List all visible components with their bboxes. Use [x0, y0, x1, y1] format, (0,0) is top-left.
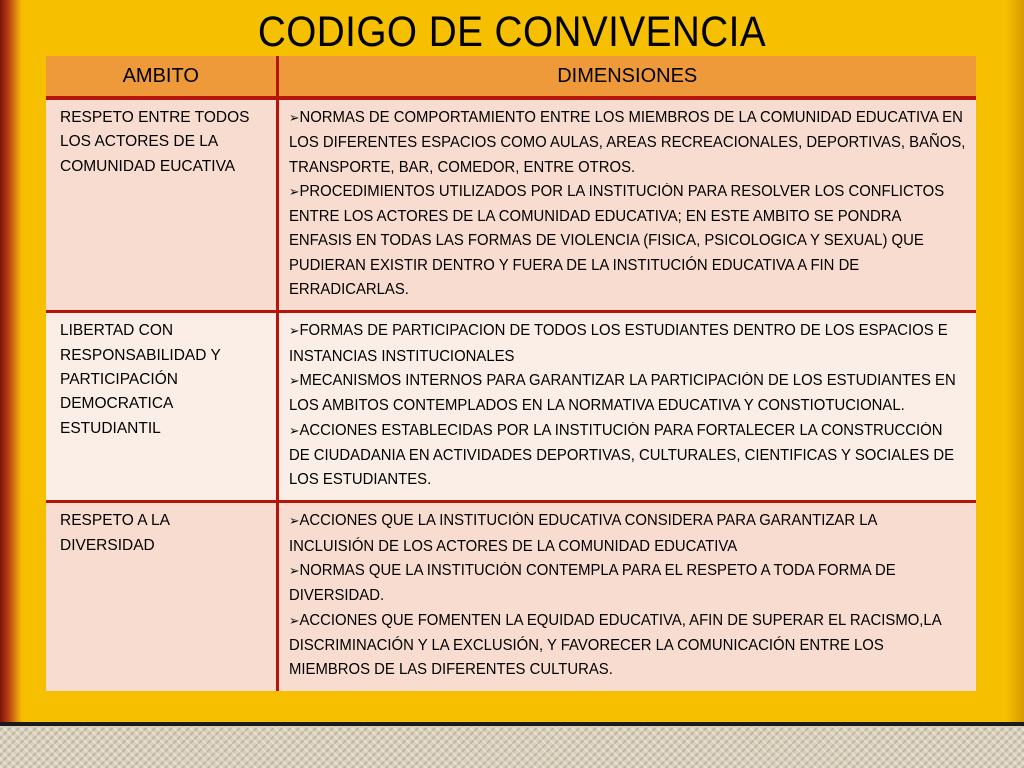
- dimensiones-cell: [277, 502, 976, 691]
- list-item: [289, 106, 965, 180]
- list-item-text: FORMAS DE PARTICIPACION DE TODOS LOS ESTUDIANTES DENTRO DE LOS ESPACIOS E INSTANCIAS INSTITUCIONALES: [288, 322, 948, 365]
- list-item-text: ACCIONES QUE FOMENTEN LA EQUIDAD EDUCATIVA, AFIN DE SUPERAR EL RACISMO,LA DISCRIMINACIÓN Y LA EXCLUSIÓN, Y FAVORECER LA COMUNICACIÓN ENTRE LOS MIEMBROS DE LAS DIFERENTES CULTURAS.: [288, 611, 941, 679]
- arrow-bullet-icon: ➢: [288, 324, 299, 340]
- bottom-decorative-band: [0, 722, 1024, 768]
- list-item: [289, 609, 965, 683]
- list-item-text: NORMAS QUE LA INSTITUCIÓN CONTEMPLA PARA EL RESPETO A TODA FORMA DE DIVERSIDAD.: [288, 562, 896, 605]
- arrow-bullet-icon: ➢: [288, 514, 299, 530]
- list-item: [289, 509, 965, 559]
- list-item: [289, 559, 965, 609]
- list-item: [289, 319, 965, 369]
- table-header-row: [46, 56, 976, 98]
- table-row: [46, 502, 976, 691]
- slide-title: CODIGO DE CONVIVENCIA: [257, 8, 767, 56]
- dimensiones-cell: [277, 312, 976, 502]
- ambito-cell: RESPETO A LA DIVERSIDAD: [46, 502, 277, 691]
- convivencia-table: [46, 56, 976, 691]
- list-item-text: PROCEDIMIENTOS UTILIZADOS POR LA INSTITUCIÓN PARA RESOLVER LOS CONFLICTOS ENTRE LOS ACTORES DE LA COMUNIDAD EDUCATIVA; EN ESTE AMBITO SE PONDRA ENFASIS EN TODAS LAS FORMAS DE VIOLENCIA (FISICA, PSICOLOGICA Y SEXUAL) QUE PUDIERAN EXISTIR DENTRO Y FUERA DE LA INSTITUCIÓN EDUCATIVA A FIN DE ERRADICARLAS.: [288, 182, 944, 299]
- dimensiones-cell: [277, 98, 976, 312]
- list-item: [289, 180, 965, 302]
- list-item-text: ACCIONES ESTABLECIDAS POR LA INSTITUCIÓN PARA FORTALECER LA CONSTRUCCIÓN DE CIUDADANIA EN ACTIVIDADES DEPORTIVAS, CULTURALES, CIENTIFICAS Y SOCIALES DE LOS ESTUDIANTES.: [288, 421, 954, 489]
- arrow-bullet-icon: ➢: [288, 184, 299, 200]
- list-item: [289, 369, 965, 419]
- list-item-text: MECANISMOS INTERNOS PARA GARANTIZAR LA PARTICIPACIÓN DE LOS ESTUDIANTES EN LOS AMBITOS CONTEMPLADOS EN LA NORMATIVA EDUCATIVA Y CONSTIOTUCIONAL.: [288, 371, 956, 415]
- arrow-bullet-icon: ➢: [288, 423, 299, 439]
- arrow-bullet-icon: ➢: [288, 613, 299, 629]
- list-item: [289, 419, 965, 493]
- ambito-cell: LIBERTAD CON RESPONSABILIDAD Y PARTICIPACIÓN DEMOCRATICA ESTUDIANTIL: [46, 312, 277, 502]
- list-item-text: NORMAS DE COMPORTAMIENTO ENTRE LOS MIEMBROS DE LA COMUNIDAD EDUCATIVA EN LOS DIFERENTES ESPACIOS COMO AULAS, AREAS RECREACIONALES, DEPORTIVAS, BAÑOS, TRANSPORTE, BAR, COMEDOR, ENTRE OTROS.: [288, 109, 965, 176]
- table-row: [46, 98, 976, 312]
- header-ambito: AMBITO: [46, 56, 277, 98]
- table-row: [46, 312, 976, 502]
- arrow-bullet-icon: ➢: [288, 111, 299, 126]
- list-item-text: ACCIONES QUE LA INSTITUCIÓN EDUCATIVA CONSIDERA PARA GARANTIZAR LA INCLUISIÓN DE LOS ACTORES DE LA COMUNIDAD EDUCATIVA: [288, 512, 877, 555]
- arrow-bullet-icon: ➢: [288, 373, 299, 389]
- arrow-bullet-icon: ➢: [288, 564, 299, 580]
- left-decorative-band: [0, 0, 22, 722]
- right-decorative-band: [1006, 0, 1024, 722]
- ambito-cell: RESPETO ENTRE TODOS LOS ACTORES DE LA COMUNIDAD EUCATIVA: [46, 98, 277, 312]
- header-dimensiones: DIMENSIONES: [277, 56, 976, 98]
